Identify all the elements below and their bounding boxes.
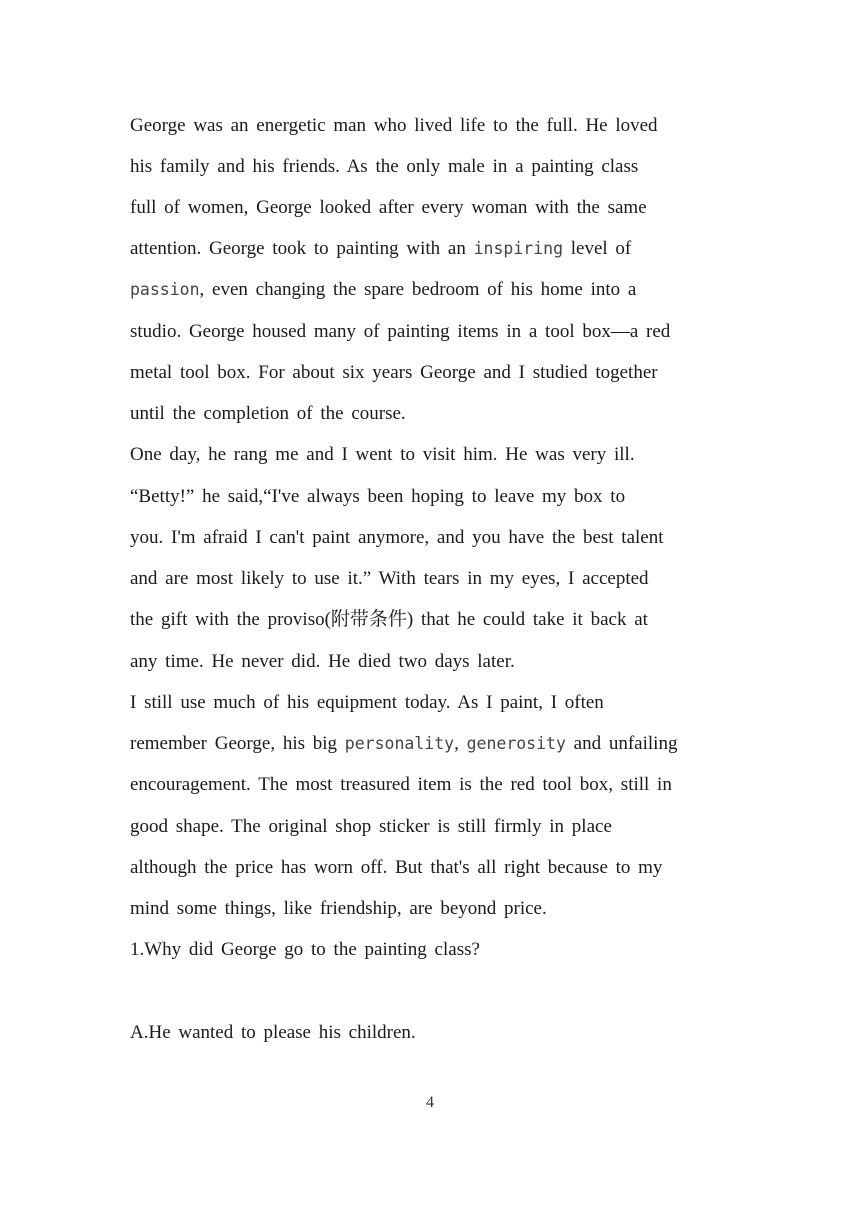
highlighted-word: personality xyxy=(344,734,455,753)
passage-text: remember George, his big xyxy=(130,733,345,754)
highlighted-word: inspiring xyxy=(473,239,563,258)
passage-line: full of women, George looked after every woman with the same xyxy=(130,197,647,218)
passage-line: metal tool box. For about six years George and I studied together xyxy=(130,362,658,383)
passage-line: George was an energetic man who lived life to the full. He loved xyxy=(130,115,658,136)
passage-text: attention. George took to painting with an xyxy=(130,238,474,259)
passage-text: , xyxy=(454,733,467,754)
passage-line xyxy=(130,732,677,756)
passage-line: encouragement. The most treasured item is the red tool box, still in xyxy=(130,774,672,795)
highlighted-word: passion xyxy=(130,280,200,299)
passage-text: and unfailing xyxy=(565,733,678,754)
passage-line: the gift with the proviso(附带条件) that he could take it back at xyxy=(130,609,648,630)
passage-line: One day, he rang me and I went to visit him. He was very ill. xyxy=(130,444,635,465)
passage-line: his family and his friends. As the only male in a painting class xyxy=(130,156,639,177)
passage-line: “Betty!” he said,“I've always been hoping to leave my box to xyxy=(130,486,626,507)
answer-option-a: A.He wanted to please his children. xyxy=(130,1022,416,1043)
passage-line xyxy=(130,278,636,302)
passage-text: , even changing the spare bedroom of his home into a xyxy=(199,279,637,300)
passage-line: although the price has worn off. But that's all right because to my xyxy=(130,857,663,878)
passage-line: you. I'm afraid I can't paint anymore, and you have the best talent xyxy=(130,527,664,548)
passage-line: studio. George housed many of painting items in a tool box—a red xyxy=(130,321,671,342)
passage-line: good shape. The original shop sticker is still firmly in place xyxy=(130,816,612,837)
passage-line: until the completion of the course. xyxy=(130,403,406,424)
passage-text: level of xyxy=(563,238,632,259)
page-number: 4 xyxy=(426,1094,434,1111)
passage-line: I still use much of his equipment today. As I paint, I often xyxy=(130,692,604,713)
passage-line: and are most likely to use it.” With tears in my eyes, I accepted xyxy=(130,568,649,589)
passage-line xyxy=(130,237,631,261)
passage-line: any time. He never did. He died two days later. xyxy=(130,651,515,672)
highlighted-word: generosity xyxy=(466,734,566,753)
passage-line: mind some things, like friendship, are beyond price. xyxy=(130,898,547,919)
question-stem: 1.Why did George go to the painting class? xyxy=(130,939,480,960)
